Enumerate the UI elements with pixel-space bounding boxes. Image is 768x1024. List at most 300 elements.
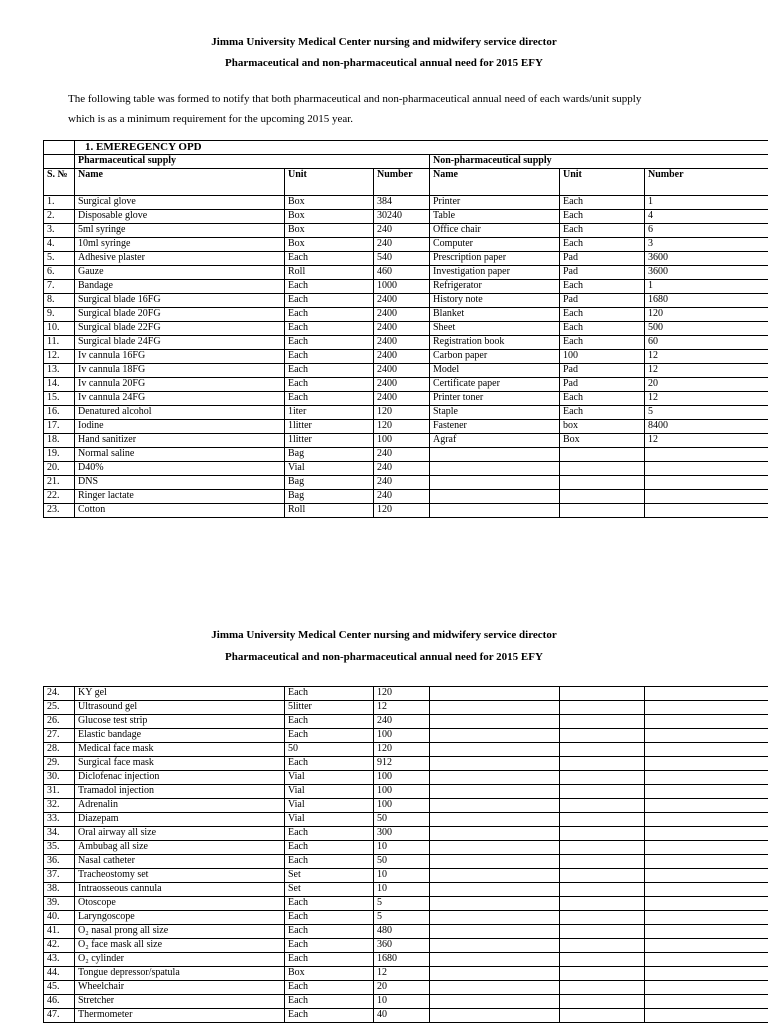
cell-pharma-number: 2400 [374, 308, 430, 322]
cell-nonpharma-name: Computer [430, 238, 560, 252]
cell-nonpharma-unit [560, 883, 645, 897]
cell-pharma-unit: Roll [285, 504, 374, 518]
cell-pharma-name: Nasal catheter [75, 855, 285, 869]
cell-sn: 20. [44, 462, 75, 476]
cell-nonpharma-name [430, 490, 560, 504]
cell-pharma-name: Ambubag all size [75, 841, 285, 855]
table-row [44, 953, 768, 967]
document-title: Jimma University Medical Center nursing and midwifery service director [211, 36, 557, 48]
cell-nonpharma-unit [560, 490, 645, 504]
cell-sn: 9. [44, 308, 75, 322]
cell-pharma-number: 100 [374, 785, 430, 799]
cell-nonpharma-unit [560, 448, 645, 462]
cell-pharma-unit: Each [285, 995, 374, 1009]
cell-nonpharma-unit [560, 701, 645, 715]
cell-nonpharma-number [645, 869, 768, 883]
table-row [44, 729, 768, 743]
nonpharma-header: Non-pharmaceutical supply [430, 155, 768, 169]
cell-nonpharma-unit [560, 715, 645, 729]
table-row [44, 981, 768, 995]
cell-pharma-number: 120 [374, 687, 430, 701]
cell-nonpharma-name [430, 715, 560, 729]
table-row [44, 350, 768, 364]
cell-nonpharma-number [645, 883, 768, 897]
table-row [44, 224, 768, 238]
cell-pharma-number: 40 [374, 1009, 430, 1023]
cell-nonpharma-name: Agraf [430, 434, 560, 448]
cell-nonpharma-number [645, 462, 768, 476]
cell-nonpharma-unit: Pad [560, 294, 645, 308]
cell-sn: 36. [44, 855, 75, 869]
cell-nonpharma-unit: Pad [560, 266, 645, 280]
cell-pharma-unit: Each [285, 855, 374, 869]
cell-pharma-name: Cotton [75, 504, 285, 518]
cell-pharma-unit: Each [285, 378, 374, 392]
col-header-unit: Unit [285, 169, 374, 196]
cell-pharma-name: Ringer lactate [75, 490, 285, 504]
cell-pharma-unit: Each [285, 364, 374, 378]
cell-nonpharma-name [430, 813, 560, 827]
cell-nonpharma-number: 12 [645, 434, 768, 448]
cell-pharma-unit: Each [285, 715, 374, 729]
cell-pharma-number: 100 [374, 799, 430, 813]
cell-nonpharma-name [430, 953, 560, 967]
cell-nonpharma-name: Model [430, 364, 560, 378]
cell-nonpharma-name [430, 687, 560, 701]
cell-nonpharma-name [430, 981, 560, 995]
col-header-sn: S. № [44, 169, 75, 196]
cell-nonpharma-number [645, 715, 768, 729]
cell-pharma-unit: Set [285, 869, 374, 883]
cell-pharma-number: 240 [374, 490, 430, 504]
cell-pharma-name: Iodine [75, 420, 285, 434]
cell-pharma-unit: Each [285, 322, 374, 336]
col-header-number: Number [374, 169, 430, 196]
table-row [44, 855, 768, 869]
cell-pharma-number: 120 [374, 743, 430, 757]
cell-nonpharma-name: History note [430, 294, 560, 308]
cell-nonpharma-name: Refrigerator [430, 280, 560, 294]
cell-pharma-unit: Each [285, 308, 374, 322]
cell-pharma-number: 12 [374, 967, 430, 981]
cell-nonpharma-name [430, 771, 560, 785]
cell-pharma-unit: Vial [285, 462, 374, 476]
cell-pharma-unit: Vial [285, 785, 374, 799]
cell-nonpharma-name [430, 925, 560, 939]
cell-sn: 12. [44, 350, 75, 364]
cell-sn: 41. [44, 925, 75, 939]
table-row [44, 210, 768, 224]
cell-pharma-unit: Each [285, 897, 374, 911]
cell-nonpharma-number: 3600 [645, 266, 768, 280]
cell-nonpharma-number [645, 771, 768, 785]
cell-pharma-number: 460 [374, 266, 430, 280]
cell-nonpharma-unit: Pad [560, 252, 645, 266]
cell-nonpharma-number [645, 687, 768, 701]
cell-pharma-name: Thermometer [75, 1009, 285, 1023]
cell-pharma-number: 100 [374, 729, 430, 743]
cell-nonpharma-number [645, 729, 768, 743]
cell-pharma-unit: Each [285, 687, 374, 701]
cell-pharma-name: D40% [75, 462, 285, 476]
cell-pharma-name: 10ml syringe [75, 238, 285, 252]
table-row [44, 336, 768, 350]
cell-pharma-unit: Bag [285, 476, 374, 490]
cell-pharma-name: Iv cannula 18FG [75, 364, 285, 378]
cell-nonpharma-name [430, 897, 560, 911]
cell-pharma-unit: Each [285, 729, 374, 743]
cell-sn: 35. [44, 841, 75, 855]
cell-sn: 29. [44, 757, 75, 771]
table-row [44, 841, 768, 855]
cell-nonpharma-number: 1 [645, 196, 768, 210]
cell-pharma-number: 120 [374, 420, 430, 434]
cell-pharma-number: 10 [374, 883, 430, 897]
cell-pharma-unit: Box [285, 210, 374, 224]
cell-sn: 13. [44, 364, 75, 378]
cell-nonpharma-number: 6 [645, 224, 768, 238]
cell-pharma-unit: Each [285, 939, 374, 953]
cell-nonpharma-number [645, 827, 768, 841]
cell-pharma-unit: 5litter [285, 701, 374, 715]
cell-nonpharma-unit [560, 995, 645, 1009]
cell-pharma-unit: 1litter [285, 434, 374, 448]
cell-nonpharma-unit [560, 785, 645, 799]
cell-nonpharma-number: 1 [645, 280, 768, 294]
cell-nonpharma-number: 3600 [645, 252, 768, 266]
table-row [44, 743, 768, 757]
cell-pharma-number: 50 [374, 855, 430, 869]
cell-nonpharma-unit [560, 841, 645, 855]
cell-sn: 5. [44, 252, 75, 266]
cell-pharma-unit: Each [285, 925, 374, 939]
section-title: 1. EMEREGENCY OPD [75, 141, 768, 155]
cell-nonpharma-unit: Pad [560, 364, 645, 378]
table-row [44, 701, 768, 715]
cell-nonpharma-name: Prescription paper [430, 252, 560, 266]
intro-line-2: which is as a minimum requirement for the upcoming 2015 year. [68, 113, 354, 125]
cell-nonpharma-unit: Each [560, 224, 645, 238]
cell-pharma-name: 5ml syringe [75, 224, 285, 238]
cell-nonpharma-name [430, 869, 560, 883]
cell-pharma-number: 540 [374, 252, 430, 266]
table-row [44, 799, 768, 813]
cell-pharma-number: 100 [374, 434, 430, 448]
cell-nonpharma-unit: 100 [560, 350, 645, 364]
cell-pharma-number: 1000 [374, 280, 430, 294]
cell-pharma-unit: Each [285, 294, 374, 308]
cell-pharma-name: Glucose test strip [75, 715, 285, 729]
cell-nonpharma-name: Printer [430, 196, 560, 210]
cell-nonpharma-unit: Each [560, 406, 645, 420]
cell-pharma-name: Laryngoscope [75, 911, 285, 925]
cell-nonpharma-number [645, 476, 768, 490]
cell-sn: 33. [44, 813, 75, 827]
table-row [44, 1009, 768, 1023]
cell-nonpharma-number [645, 490, 768, 504]
page-2-subtitle: Pharmaceutical and non-pharmaceutical annual need for 2015 EFY [225, 651, 543, 663]
cell-pharma-unit: Each [285, 252, 374, 266]
pharma-header: Pharmaceutical supply [75, 155, 430, 169]
table-row [44, 504, 768, 518]
cell-nonpharma-unit [560, 743, 645, 757]
cell-pharma-number: 240 [374, 715, 430, 729]
cell-sn: 19. [44, 448, 75, 462]
table-row [44, 827, 768, 841]
cell-nonpharma-unit [560, 869, 645, 883]
cell-nonpharma-unit [560, 911, 645, 925]
cell-sn: 30. [44, 771, 75, 785]
table-row [44, 280, 768, 294]
cell-pharma-number: 384 [374, 196, 430, 210]
cell-pharma-number: 912 [374, 757, 430, 771]
cell-pharma-number: 480 [374, 925, 430, 939]
table-row [44, 687, 768, 701]
cell-nonpharma-name [430, 701, 560, 715]
table-row [44, 911, 768, 925]
cell-sn: 42. [44, 939, 75, 953]
table-row [44, 967, 768, 981]
cell-sn: 32. [44, 799, 75, 813]
cell-pharma-name: Iv cannula 16FG [75, 350, 285, 364]
cell-nonpharma-number [645, 911, 768, 925]
intro-line-1: The following table was formed to notify that both pharmaceutical and non-pharmaceutical annual need of each wards/unit supply [68, 93, 642, 105]
cell-pharma-unit: Vial [285, 771, 374, 785]
cell-nonpharma-name: Fastener [430, 420, 560, 434]
cell-nonpharma-number: 4 [645, 210, 768, 224]
table-row [44, 434, 768, 448]
cell-pharma-number: 20 [374, 981, 430, 995]
cell-nonpharma-unit [560, 827, 645, 841]
cell-sn: 22. [44, 490, 75, 504]
cell-pharma-name: Iv cannula 24FG [75, 392, 285, 406]
table-row [44, 364, 768, 378]
cell-pharma-unit: Each [285, 280, 374, 294]
cell-pharma-number: 2400 [374, 294, 430, 308]
cell-sn: 6. [44, 266, 75, 280]
table-row [44, 771, 768, 785]
cell-pharma-number: 120 [374, 406, 430, 420]
cell-pharma-name: Otoscope [75, 897, 285, 911]
cell-pharma-name: KY gel [75, 687, 285, 701]
cell-pharma-unit: Each [285, 350, 374, 364]
cell-pharma-unit: Each [285, 392, 374, 406]
table-row [44, 308, 768, 322]
cell-sn: 8. [44, 294, 75, 308]
cell-nonpharma-name [430, 743, 560, 757]
table-row [44, 939, 768, 953]
cell-nonpharma-number [645, 813, 768, 827]
cell-pharma-unit: Box [285, 967, 374, 981]
cell-pharma-unit: Bag [285, 490, 374, 504]
cell-pharma-name: Surgical glove [75, 196, 285, 210]
cell-pharma-name: Tramadol injection [75, 785, 285, 799]
cell-nonpharma-unit: Each [560, 238, 645, 252]
col-header-name: Name [75, 169, 285, 196]
cell-sn: 26. [44, 715, 75, 729]
cell-pharma-name: Gauze [75, 266, 285, 280]
cell-nonpharma-name [430, 939, 560, 953]
cell-nonpharma-number [645, 925, 768, 939]
table-row [44, 406, 768, 420]
cell-nonpharma-number [645, 701, 768, 715]
table-row [44, 995, 768, 1009]
cell-nonpharma-number [645, 855, 768, 869]
cell-nonpharma-name: Certificate paper [430, 378, 560, 392]
cell-pharma-number: 240 [374, 224, 430, 238]
cell-pharma-name: Surgical face mask [75, 757, 285, 771]
cell-pharma-number: 2400 [374, 364, 430, 378]
cell-nonpharma-name: Investigation paper [430, 266, 560, 280]
cell-nonpharma-number: 12 [645, 364, 768, 378]
col-header-unit-nonpharma: Unit [560, 169, 645, 196]
cell-nonpharma-number [645, 504, 768, 518]
cell-pharma-name: Surgical blade 24FG [75, 336, 285, 350]
cell-pharma-unit: Set [285, 883, 374, 897]
cell-nonpharma-unit: Each [560, 392, 645, 406]
cell-pharma-name: Intraosseous cannula [75, 883, 285, 897]
table-row [44, 462, 768, 476]
cell-pharma-unit: Each [285, 981, 374, 995]
cell-nonpharma-unit [560, 771, 645, 785]
cell-pharma-number: 2400 [374, 336, 430, 350]
table-row [44, 715, 768, 729]
cell-nonpharma-unit [560, 462, 645, 476]
cell-pharma-name: Iv cannula 20FG [75, 378, 285, 392]
table-row [44, 785, 768, 799]
cell-pharma-unit: Bag [285, 448, 374, 462]
cell-pharma-unit: Each [285, 911, 374, 925]
cell-nonpharma-number: 12 [645, 392, 768, 406]
cell-nonpharma-name: Carbon paper [430, 350, 560, 364]
cell-pharma-number: 5 [374, 911, 430, 925]
cell-nonpharma-number [645, 785, 768, 799]
cell-nonpharma-name: Blanket [430, 308, 560, 322]
col-header-number-nonpharma: Number [645, 169, 768, 196]
cell-sn: 40. [44, 911, 75, 925]
cell-pharma-number: 300 [374, 827, 430, 841]
cell-sn: 43. [44, 953, 75, 967]
cell-pharma-name: O₂ face mask all size [75, 939, 285, 953]
cell-nonpharma-number [645, 743, 768, 757]
cell-sn: 28. [44, 743, 75, 757]
cell-nonpharma-name [430, 757, 560, 771]
cell-sn: 38. [44, 883, 75, 897]
cell-nonpharma-name [430, 729, 560, 743]
cell-sn: 2. [44, 210, 75, 224]
cell-pharma-name: Diclofenac injection [75, 771, 285, 785]
cell-pharma-name: Surgical blade 16FG [75, 294, 285, 308]
cell-pharma-name: O₂ nasal prong all size [75, 925, 285, 939]
cell-sn: 7. [44, 280, 75, 294]
cell-pharma-name: Wheelchair [75, 981, 285, 995]
cell-pharma-number: 10 [374, 869, 430, 883]
cell-pharma-unit: Each [285, 827, 374, 841]
cell-sn: 31. [44, 785, 75, 799]
cell-pharma-name: Medical face mask [75, 743, 285, 757]
cell-nonpharma-unit [560, 981, 645, 995]
cell-nonpharma-unit [560, 504, 645, 518]
cell-sn: 34. [44, 827, 75, 841]
cell-pharma-number: 12 [374, 701, 430, 715]
cell-pharma-name: Oral airway all size [75, 827, 285, 841]
cell-sn: 27. [44, 729, 75, 743]
cell-pharma-number: 2400 [374, 378, 430, 392]
cell-sn: 10. [44, 322, 75, 336]
cell-nonpharma-unit [560, 897, 645, 911]
table-row [44, 897, 768, 911]
cell-pharma-name: Adrenalin [75, 799, 285, 813]
cell-pharma-name: Tongue depressor/spatula [75, 967, 285, 981]
table-row [44, 925, 768, 939]
cell-nonpharma-number: 5 [645, 406, 768, 420]
cell-nonpharma-number [645, 1009, 768, 1023]
table-row [44, 392, 768, 406]
cell-nonpharma-unit [560, 799, 645, 813]
document-subtitle: Pharmaceutical and non-pharmaceutical annual need for 2015 EFY [225, 57, 543, 69]
cell-nonpharma-number [645, 757, 768, 771]
cell-nonpharma-name [430, 504, 560, 518]
cell-sn: 37. [44, 869, 75, 883]
cell-nonpharma-name [430, 799, 560, 813]
cell-nonpharma-name [430, 785, 560, 799]
cell-sn: 15. [44, 392, 75, 406]
cell-nonpharma-name [430, 967, 560, 981]
cell-nonpharma-number: 1680 [645, 294, 768, 308]
cell-sn: 3. [44, 224, 75, 238]
cell-nonpharma-number [645, 799, 768, 813]
cell-pharma-number: 30240 [374, 210, 430, 224]
cell-pharma-unit: Vial [285, 813, 374, 827]
supply-table-page-1 [43, 140, 768, 518]
cell-nonpharma-unit: Each [560, 308, 645, 322]
cell-nonpharma-name: Office chair [430, 224, 560, 238]
cell-sn: 11. [44, 336, 75, 350]
page-2-title: Jimma University Medical Center nursing and midwifery service director [211, 629, 557, 641]
cell-nonpharma-number [645, 897, 768, 911]
cell-pharma-unit: 50 [285, 743, 374, 757]
cell-sn: 14. [44, 378, 75, 392]
supply-table-page-2 [43, 686, 768, 1023]
cell-pharma-name: Surgical blade 20FG [75, 308, 285, 322]
cell-nonpharma-unit: Each [560, 210, 645, 224]
cell-pharma-name: Ultrasound gel [75, 701, 285, 715]
table-row [44, 420, 768, 434]
cell-nonpharma-name: Sheet [430, 322, 560, 336]
table-row [44, 813, 768, 827]
cell-nonpharma-unit [560, 476, 645, 490]
cell-nonpharma-unit [560, 729, 645, 743]
cell-nonpharma-unit: Box [560, 434, 645, 448]
cell-nonpharma-number: 12 [645, 350, 768, 364]
cell-nonpharma-unit [560, 687, 645, 701]
cell-nonpharma-name [430, 448, 560, 462]
cell-nonpharma-name: Table [430, 210, 560, 224]
cell-sn: 39. [44, 897, 75, 911]
cell-pharma-name: Normal saline [75, 448, 285, 462]
cell-pharma-name: Surgical blade 22FG [75, 322, 285, 336]
table-row [44, 238, 768, 252]
cell-pharma-unit: Each [285, 757, 374, 771]
cell-nonpharma-name: Staple [430, 406, 560, 420]
cell-pharma-unit: Each [285, 336, 374, 350]
cell-sn: 46. [44, 995, 75, 1009]
cell-pharma-number: 240 [374, 448, 430, 462]
cell-sn: 18. [44, 434, 75, 448]
cell-nonpharma-unit: Pad [560, 378, 645, 392]
cell-sn: 24. [44, 687, 75, 701]
cell-pharma-number: 240 [374, 476, 430, 490]
